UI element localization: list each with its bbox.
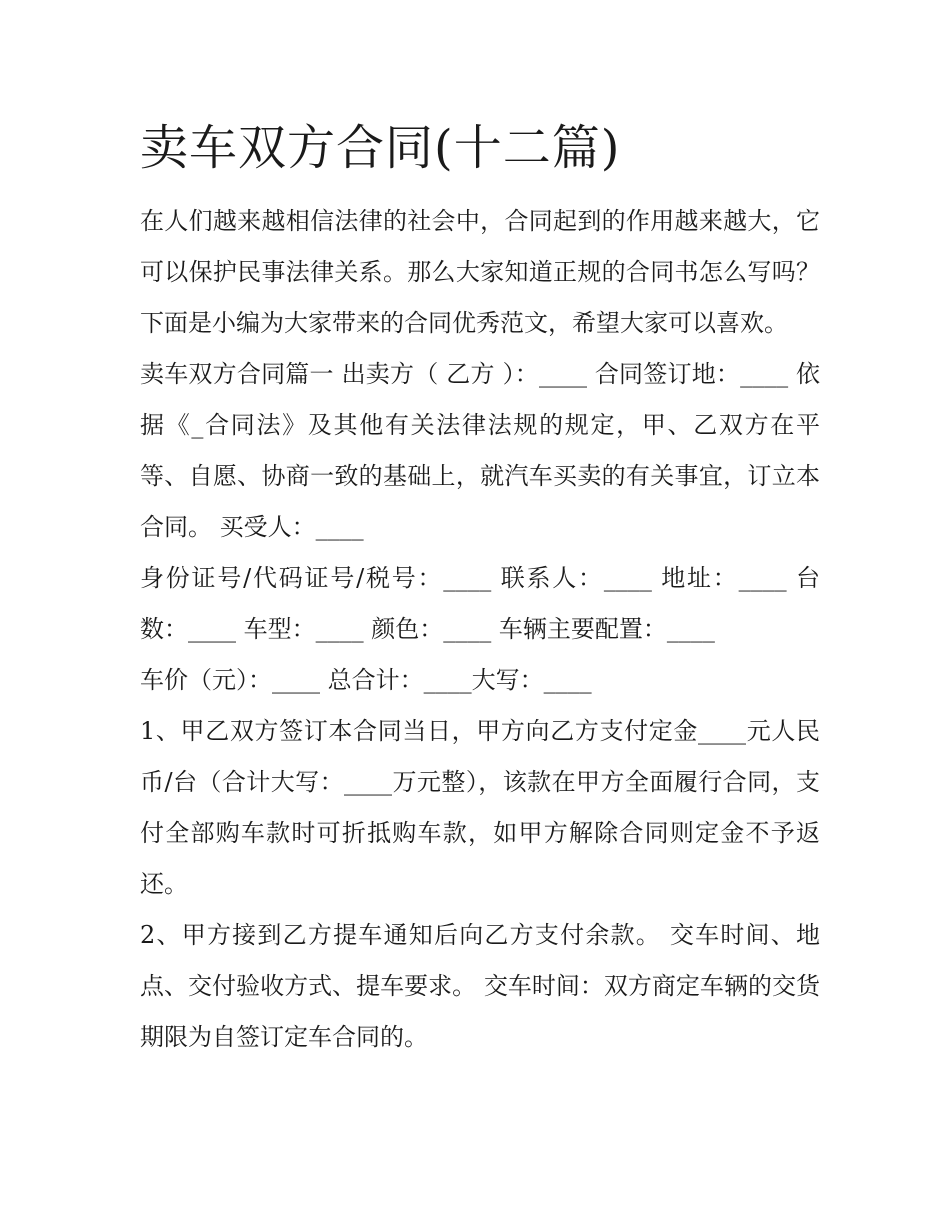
clause-2-paragraph: 2、甲方接到乙方提车通知后向乙方支付余款。 交车时间、地点、交付验收方式、提车要求。 交车时间：双方商定车辆的交货期限为自签订定车合同的。 xyxy=(140,921,820,1051)
document-title: 卖车双方合同(十二篇) xyxy=(140,120,621,176)
document-page xyxy=(140,112,820,1063)
contract-header-paragraph: 卖车双方合同篇一 出卖方（ 乙方 ）：____ 合同签订地：____ 依据《_合同法》及其他有关法律法规的规定，甲、乙双方在平等、自愿、协商一致的基础上，就汽车买卖的有关事宜，订立本合同。 买受人：____ xyxy=(140,360,820,541)
price-paragraph: 车价（元）：____ 总合计：____大写：____ xyxy=(140,666,592,694)
intro-paragraph: 在人们越来越相信法律的社会中，合同起到的作用越来越大，它可以保护民事法律关系。那么大家知道正规的合同书怎么写吗？下面是小编为大家带来的合同优秀范文，希望大家可以喜欢。 xyxy=(140,207,820,337)
buyer-info-paragraph: 身份证号/代码证号/税号：____ 联系人：____ 地址：____ 台数：____ 车型：____ 颜色：____ 车辆主要配置：____ xyxy=(140,564,820,643)
clause-1-paragraph: 1、甲乙双方签订本合同当日，甲方向乙方支付定金____元人民币/台（合计大写：____万元整），该款在甲方全面履行合同，支付全部购车款时可折抵购车款，如甲方解除合同则定金不予返还。 xyxy=(140,717,820,898)
